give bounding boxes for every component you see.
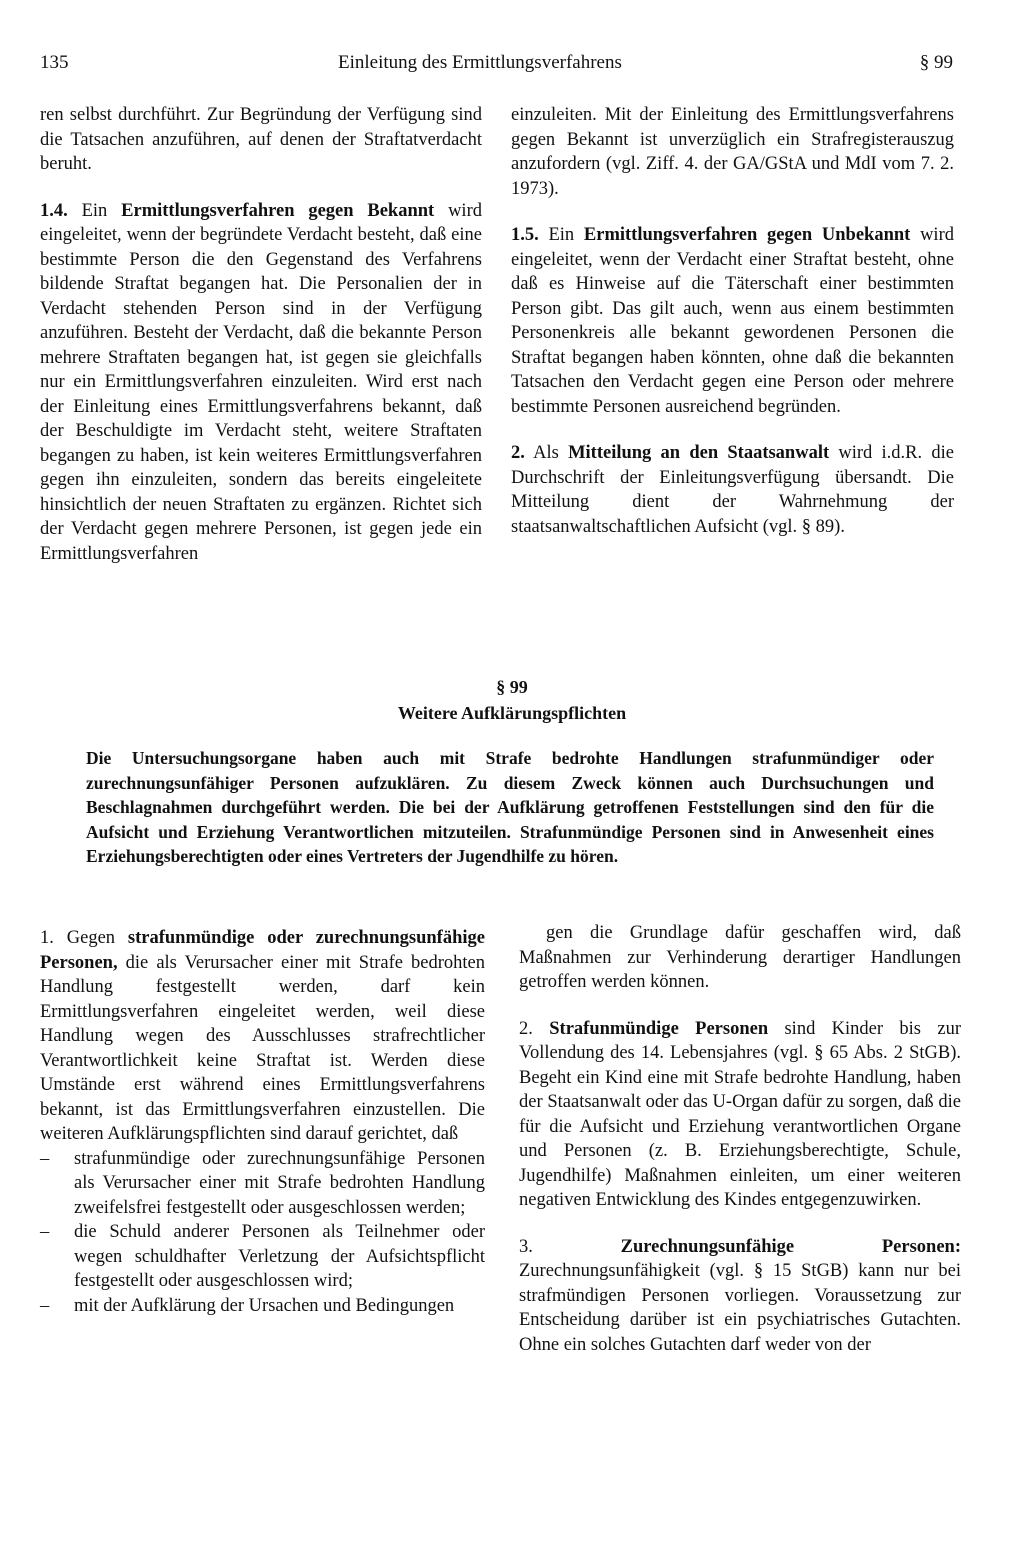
bold-term: Strafunmündige Personen <box>549 1018 769 1039</box>
paragraph: einzuleiten. Mit der Einleitung des Ermittlungsverfahrens gegen Bekannt ist unverzüglich ein Strafregisterauszug anzufordern (vgl. Ziff. 4. der GA/GStA und MdI vom 7. 2. 1973). <box>511 105 954 199</box>
paragraph-number: 1.4. <box>40 200 68 221</box>
dash-marker: – <box>40 1222 50 1242</box>
page-number: 135 <box>40 52 69 73</box>
paragraph-2: 2. Als Mitteilung an den Staatsanwalt wird i.d.R. die Durchschrift der Einleitungsverfügung übersandt. Die Mitteilung dient der Wahrnehmung der staatsanwaltschaftlichen Aufsicht (vgl. § 89). <box>511 443 955 537</box>
paragraph-1-5: 1.5. Ein Ermittlungsverfahren gegen Unbekannt wird eingeleitet, wenn der Verdacht einer Straftat besteht, ohne daß es Hinweise auf die Täterschaft einer bestimmten Person gibt. Das gilt auch, wenn aus einem bestimmten Personenkreis alle bekannt gewordenen Personen die Straftat begangen haben könnten, ohne daß die bekannten Tatsachen den Verdacht gegen eine Person oder mehrere bestimmte Personen ausreichend begründen. <box>511 225 954 417</box>
paragraph-3: 3. Zurechnungsunfähige Personen: Zurechnungsunfähigkeit (vgl. § 15 StGB) kann nur bei strafmündigen Personen vorliegen. Voraussetzung zur Entscheidung darüber ist ein psychiatrisches Gutachten. Ohne ein solches Gutachten darf weder von der <box>519 1236 961 1355</box>
paragraph-number: 2. <box>519 1018 533 1039</box>
paragraph: gen die Grundlage dafür geschaffen wird, daß Maßnahmen zur Verhinderung derartiger Handlungen getroffen werden können. <box>519 923 961 992</box>
right-column-bottom <box>519 921 961 1379</box>
section-number: § 99 <box>496 677 528 697</box>
bold-term: Mitteilung an den Staatsanwalt <box>568 443 830 463</box>
paragraph-number: 3. <box>519 1236 533 1257</box>
bold-term: Zurechnungsunfähige Personen: <box>620 1236 961 1257</box>
list-item: – strafunmündige oder zurechnungsunfähige Personen als Verursacher einer mit Strafe bedrohten Handlung zweifelsfrei festgestellt oder ausgeschlossen werden; <box>40 1147 485 1221</box>
dash-marker: – <box>40 1148 50 1169</box>
list-item: – die Schuld anderer Personen als Teilnehmer oder wegen schuldhafter Verletzung der Aufsichtspflicht festgestellt oder ausgeschlossen wird; <box>40 1220 485 1294</box>
header-section: § 99 <box>919 52 953 73</box>
paragraph: ren selbst durchführt. Zur Begründung der Verfügung sind die Tatsachen anzuführen, auf denen der Straftatverdacht beruht. <box>40 105 482 174</box>
statute-text: Die Untersuchungsorgane haben auch mit Strafe bedrohte Handlungen strafunmündiger oder zurechnungsunfähiger Personen aufzuklären. Zu diesem Zweck können auch Durchsuchungen und Beschlagnahmen durchgeführt werden. Die bei der Aufklärung getroffenen Feststellungen sind den für die Aufsicht und Erziehung Verantwortlichen mitzuteilen. Strafunmündige Personen sind in Anwesenheit eines Erziehungsberechtigten oder eines Vertreters der Jugendhilfe zu hören. <box>86 748 934 866</box>
list-item: – mit der Aufklärung der Ursachen und Bedingungen <box>40 1294 485 1319</box>
paragraph-2: 2. Strafunmündige Personen sind Kinder bis zur Vollendung des 14. Lebensjahres (vgl. § 65 Abs. 2 StGB). Begeht ein Kind eine mit Strafe bedrohte Handlung, haben der Staatsanwalt oder das U-Organ dafür zu sorgen, daß die für die Aufsicht und Erziehung verantwortlichen Organe und Personen (z. B. Erziehungsberechtigte, Schule, Jugendhilfe) Maßnahmen einleiten, um einer weiteren negativen Entwicklung des Kindes entgegenzuwirken. <box>519 1018 961 1210</box>
paragraph-number: 1. <box>40 928 54 948</box>
left-column-bottom <box>40 926 485 1318</box>
header-title: Einleitung des Ermittlungsverfahrens <box>338 52 622 73</box>
right-column-top <box>511 103 954 561</box>
running-header <box>40 52 953 82</box>
bold-term: Ermittlungsverfahren gegen Bekannt <box>121 200 435 221</box>
dash-marker: – <box>40 1295 50 1316</box>
paragraph-number: 2. <box>511 443 525 463</box>
left-column-top <box>40 103 482 588</box>
bold-term: strafunmündige oder zurechnungsunfähige Personen, <box>40 928 485 973</box>
section-title: Weitere Aufklärungspflichten <box>397 703 627 723</box>
bold-term: Ermittlungsverfahren gegen Unbekannt <box>583 225 911 245</box>
paragraph-1: 1. Gegen strafunmündige oder zurechnungsunfähige Personen, die als Verursacher einer mit Strafe bedrohten Handlung festgestellt werden, darf kein Ermittlungsverfahren eingeleitet werden, weil diese Handlung wegen des Ausschlusses strafrechtlicher Verantwortlichkeit keine Straftat ist. Werden diese Umstände erst während eines Ermittlungsverfahrens bekannt, ist das Ermittlungsverfahren einzustellen. Die weiteren Aufklärungspflichten sind darauf gerichtet, daß <box>40 928 485 1144</box>
paragraph-number: 1.5. <box>511 225 539 245</box>
paragraph-1-4: 1.4. Ein Ermittlungsverfahren gegen Bekannt wird eingeleitet, wenn der begründete Verdacht besteht, daß eine bestimmte Person die den Gegenstand des Verfahrens bildende Straftat begangen hat. Die Personalien der in Verdacht stehenden Person sind in der Verfügung anzuführen. Besteht der Verdacht, daß die bekannte Person mehrere Straftaten begangen hat, ist gegen sie gleichfalls nur ein Ermittlungsverfahren einzuleiten. Wird erst nach der Einleitung eines Ermittlungsverfahrens bekannt, daß der Beschuldigte im Verdacht steht, weitere Straftaten begangen zu haben, ist kein weiteres Ermittlungsverfahren gegen ihn einzuleiten, sondern das bereits eingeleitete hinsichtlich der neuen Straftaten zu ergänzen. Richtet sich der Verdacht gegen mehrere Personen, ist gegen jede ein Ermittlungsverfahren <box>40 200 482 564</box>
